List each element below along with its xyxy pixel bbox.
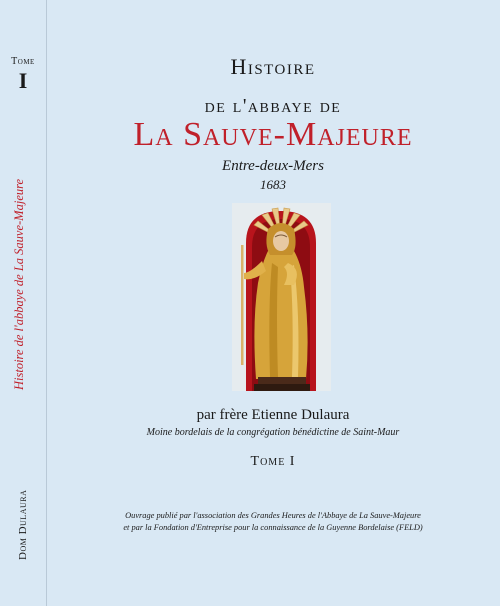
front-cover: [46, 0, 500, 606]
saint-statue-picture: [232, 203, 331, 391]
spine-tome-number: I: [18, 68, 28, 93]
subtitle-place: Entre-deux-Mers: [222, 158, 324, 174]
title-line-1: Histoire: [230, 54, 316, 79]
title-line-2: de l'abbaye de: [204, 95, 342, 117]
spine-author: Dom Dulaura: [17, 489, 29, 560]
statue-image: [232, 203, 331, 391]
spine-tome-label: Tome: [11, 56, 35, 67]
spine-title: Histoire de l'abbaye de La Sauve-Majeure: [12, 178, 26, 390]
author: par frère Etienne Dulaura: [196, 407, 350, 423]
title-main: La Sauve-Majeure: [133, 116, 413, 153]
publisher-line-2: et par la Fondation d'Entreprise pour la connaissance de la Guyenne Bordelaise (FELD): [123, 523, 423, 532]
author-role: Moine bordelais de la congrégation bénédictine de Saint-Maur: [146, 427, 400, 438]
publisher-line-1: Ouvrage publié par l'association des Grandes Heures de l'Abbaye de La Sauve-Majeure: [125, 511, 421, 520]
spine: [0, 0, 47, 606]
subtitle-year: 1683: [260, 177, 286, 192]
volume-label: Tome I: [250, 454, 296, 469]
